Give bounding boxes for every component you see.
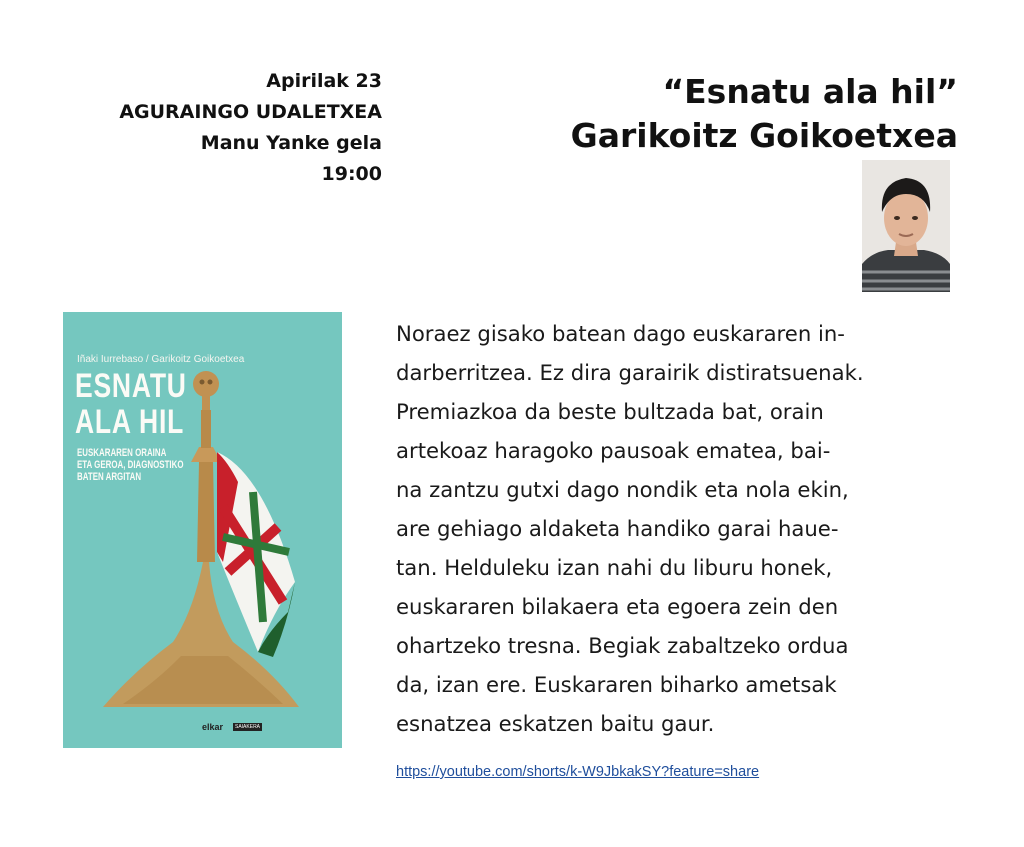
- event-room: Manu Yanke gela: [200, 132, 382, 154]
- talk-title: “Esnatu ala hil”: [662, 72, 958, 111]
- book-subtitle: [77, 447, 183, 483]
- speaker-portrait-icon: [862, 160, 950, 292]
- book-authors: Iñaki Iurrebaso / Garikoitz Goikoetxea: [77, 354, 245, 365]
- speaker-name: Garikoitz Goikoetxea: [570, 116, 958, 155]
- book-cover: [63, 312, 342, 748]
- event-info: [70, 66, 382, 190]
- description-line: Noraez gisako batean dago euskararen in-: [396, 321, 845, 346]
- book-title-line: ALA HIL: [75, 403, 185, 441]
- series-logo: SAIAKERA: [235, 724, 261, 730]
- event-date: Apirilak 23: [266, 70, 382, 92]
- description-line: artekoaz haragoko pausoak ematea, bai-: [396, 438, 831, 463]
- description-line: esnatzea eskatzen baitu gaur.: [396, 711, 715, 736]
- book-subtitle-line: ETA GEROA, DIAGNOSTIKO: [77, 459, 184, 471]
- description-line: are gehiago aldaketa handiko garai haue-: [396, 516, 839, 541]
- description-line: darberritzea. Ez dira garairik distiratsuenak.: [396, 360, 864, 385]
- speaker-photo: [862, 160, 950, 292]
- youtube-link[interactable]: https://youtube.com/shorts/k-W9JbkakSY?feature=share: [396, 764, 760, 780]
- description-line: na zantzu gutxi dago nondik eta nola ekin,: [396, 477, 849, 502]
- description-line: da, izan ere. Euskararen biharko ametsak: [396, 672, 837, 697]
- book-title: [75, 368, 187, 440]
- event-venue: AGURAINGO UDALETXEA: [119, 101, 382, 123]
- talk-header: [571, 70, 958, 158]
- description-line: tan. Helduleku izan nahi du liburu honek,: [396, 555, 833, 580]
- publisher-logo: elkar: [202, 722, 224, 732]
- book-title-line: ESNATU: [75, 367, 187, 405]
- description-line: ohartzeko tresna. Begiak zabaltzeko ordua: [396, 633, 849, 658]
- description-line: euskararen bilakaera eta egoera zein den: [396, 594, 839, 619]
- event-time: 19:00: [321, 163, 382, 185]
- book-description: [396, 314, 956, 743]
- book-subtitle-line: BATEN ARGITAN: [77, 471, 142, 483]
- book-subtitle-line: EUSKARAREN ORAINA: [77, 447, 167, 459]
- description-line: Premiazkoa da beste bultzada bat, orain: [396, 399, 824, 424]
